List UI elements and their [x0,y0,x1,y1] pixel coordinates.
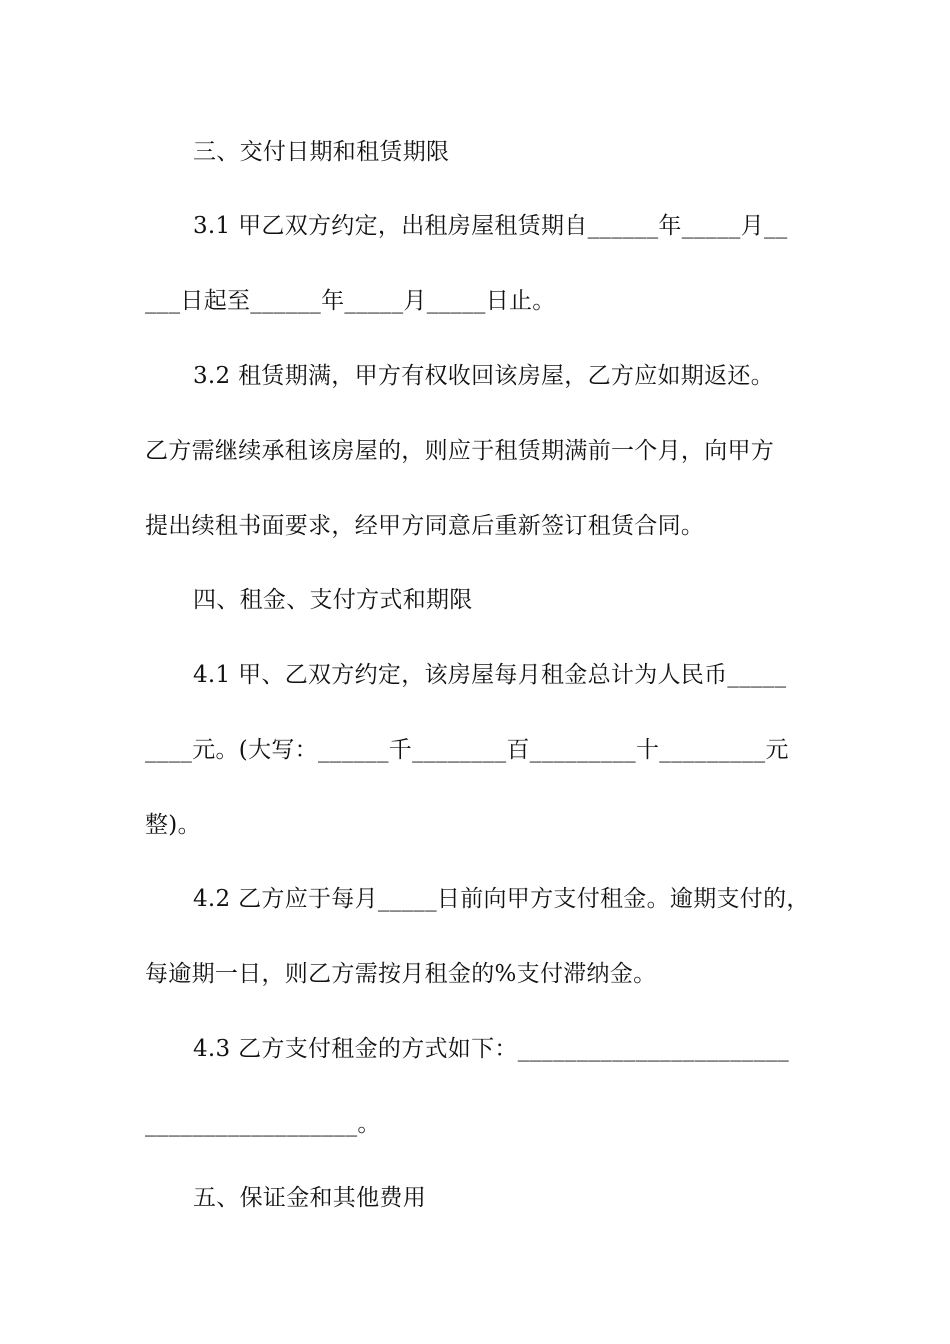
clause-3-2-line-3: 提出续租书面要求，经甲方同意后重新签订租赁合同。 [145,513,705,539]
clause-4-3-line-1: 4.3 乙方支付租金的方式如下：_______________________ [193,1036,790,1062]
section-heading-3: 三、交付日期和租赁期限 [193,139,450,165]
clause-4-1-line-2: ____元。(大写：______千________百_________十_________元 [145,737,789,763]
clause-3-1-line-1: 3.1 甲乙双方约定，出租房屋租赁期自______年_____月__ [193,213,788,239]
clause-4-1-line-3: 整)。 [145,812,201,838]
clause-4-1-line-1: 4.1 甲、乙双方约定，该房屋每月租金总计为人民币_____ [193,662,787,688]
clause-3-1-line-2: ___日起至______年_____月_____日止。 [145,288,556,314]
clause-4-2-line-1: 4.2 乙方应于每月_____日前向甲方支付租金。逾期支付的， [193,886,810,912]
clause-3-2-line-1: 3.2 租赁期满，甲方有权收回该房屋，乙方应如期返还。 [193,363,774,389]
section-heading-5: 五、保证金和其他费用 [193,1185,426,1211]
clause-3-2-line-2: 乙方需继续承租该房屋的，则应于租赁期满前一个月，向甲方 [145,438,775,464]
section-heading-4: 四、租金、支付方式和期限 [193,587,473,613]
clause-4-2-line-2: 每逾期一日，则乙方需按月租金的%支付滞纳金。 [145,961,657,987]
clause-4-3-line-2: __________________。 [145,1111,381,1137]
